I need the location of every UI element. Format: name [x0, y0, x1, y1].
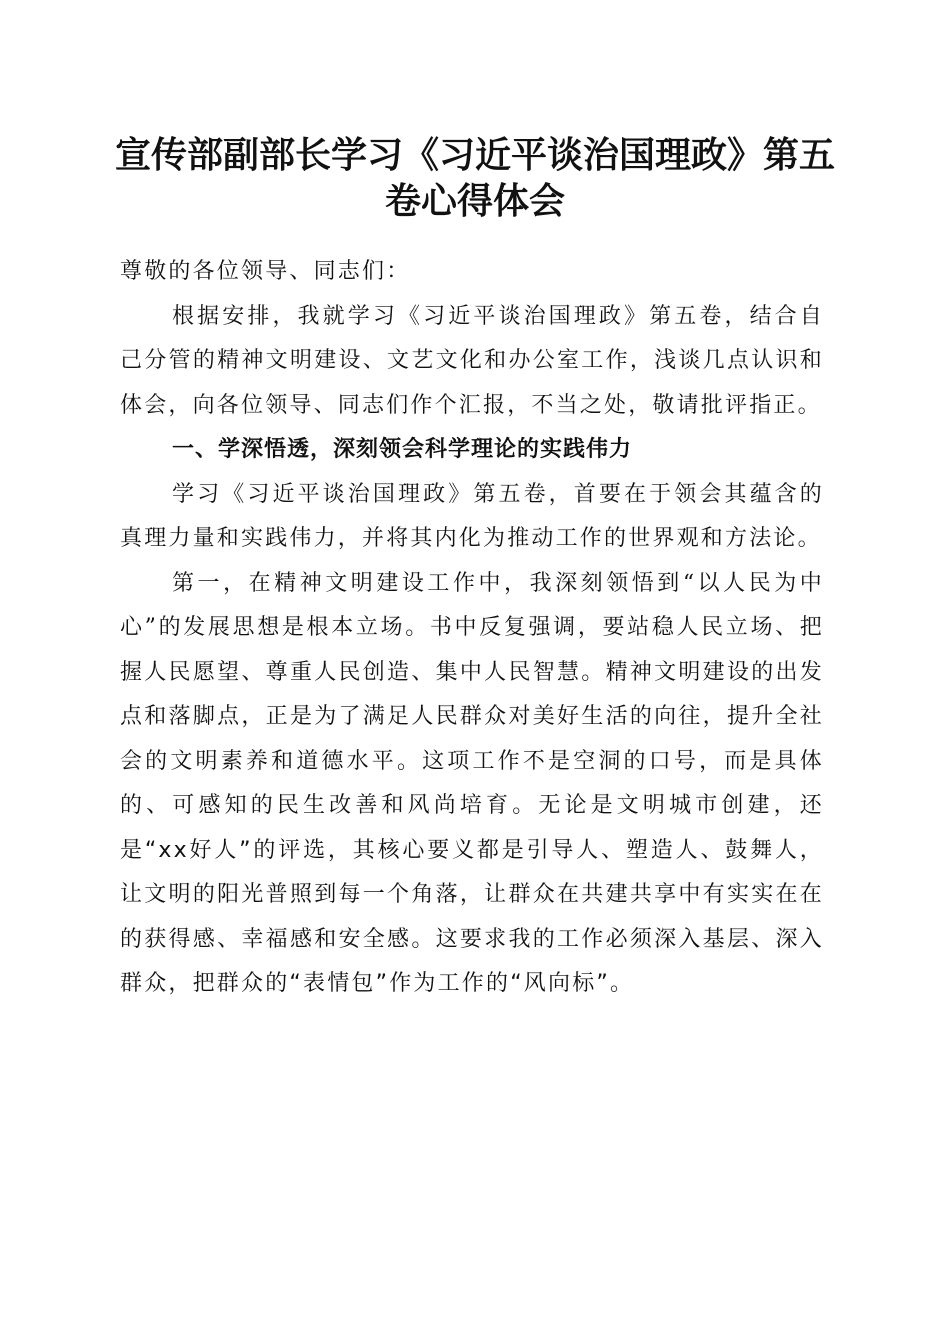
title-line-2: 卷心得体会 [384, 180, 565, 222]
point-1-body: 书中反复强调，要站稳人民立场、把握人民愿望、尊重人民创造、集中人民智慧。精神文明建设的出发点和落脚点，正是为了满足人民群众对美好生活的向往，提升全社会的文明素养和道德水平。这项工作不是空洞的口号，而是具体的、可感知的民生改善和风尚培育。无论是文明城市创建，还是“xx好人”的评选，其核心要义都是引导人、塑造人、鼓舞人，让文明的阳光普照到每一个角落，让群众在共建共享中有实实在在的获得感、幸福感和安全感。这要求我的工作必须深入基层、深入群众，把群众的“表情包”作为工作的“风向标”。 [120, 615, 824, 996]
point-1-lead: 第一，在精神文明建设工作中，我深刻领悟到“以人民为中心”的发展思想是根本立场。 [120, 570, 824, 640]
point-1-paragraph [120, 562, 824, 1007]
salutation: 尊敬的各位领导、同志们： [120, 259, 411, 284]
document-title [100, 132, 850, 224]
intro-paragraph: 根据安排，我就学习《习近平谈治国理政》第五卷，结合自己分管的精神文明建设、文艺文化和办公室工作，浅谈几点认识和体会，向各位领导、同志们作个汇报，不当之处，敬请批评指正。 [120, 303, 824, 418]
title-line-1: 宣传部副部长学习《习近平谈治国理政》第五 [114, 134, 835, 176]
section-1-paragraph: 学习《习近平谈治国理政》第五卷，首要在于领会其蕴含的真理力量和实践伟力，并将其内化为推动工作的世界观和方法论。 [120, 481, 824, 551]
section-heading-1: 一、学深悟透，深刻领会科学理论的实践伟力 [172, 437, 633, 462]
document-body [120, 250, 824, 1007]
